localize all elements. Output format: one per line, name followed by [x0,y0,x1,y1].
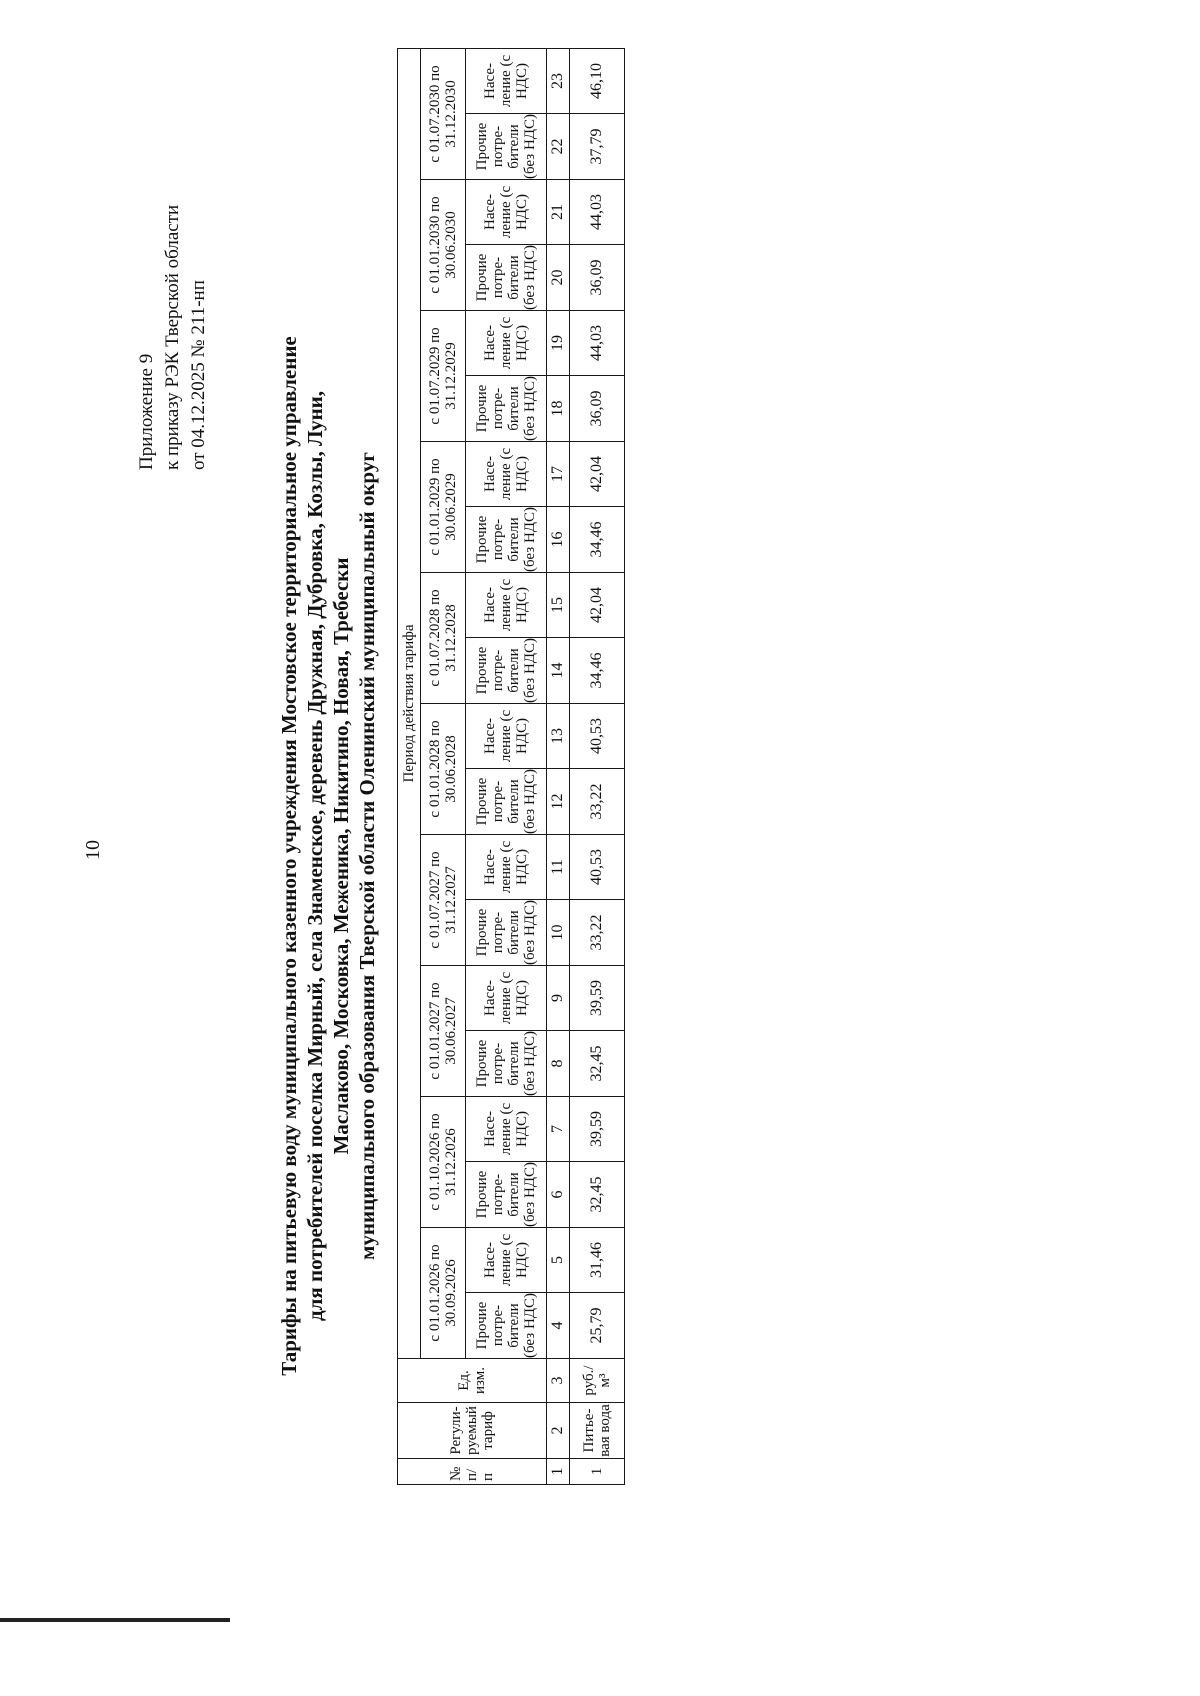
tariff-value: 33,22 [570,900,625,966]
column-number: 6 [547,1162,570,1228]
consumer-population-header: Насе-ление (с НДС) [466,311,547,376]
column-number: 15 [547,573,570,638]
period-cell: с 01.10.2026 по 31.12.2026 [421,1097,466,1228]
consumer-other-header: Прочие потре-бители (без НДС) [466,769,547,835]
period-cell: с 01.01.2026 по 30.09.2026 [421,1228,466,1359]
consumer-population-header: Насе-ление (с НДС) [466,180,547,245]
consumer-other-header: Прочие потре-бители (без НДС) [466,1162,547,1228]
column-number: 9 [547,966,570,1031]
period-cell: с 01.07.2028 по 31.12.2028 [421,573,466,704]
consumer-population-header: Насе-ление (с НДС) [466,573,547,638]
period-cell: с 01.01.2030 по 30.06.2030 [421,180,466,311]
consumer-population-header: Насе-ление (с НДС) [466,1097,547,1162]
row-tariff: Питье-вая вода [570,1403,625,1459]
column-number: 21 [547,180,570,245]
tariff-value: 32,45 [570,1031,625,1097]
consumer-population-header: Насе-ление (с НДС) [466,1228,547,1293]
column-number: 8 [547,1031,570,1097]
appendix-line: от 04.12.2025 № 211-нп [188,280,209,470]
column-number: 3 [547,1359,570,1403]
column-number: 7 [547,1097,570,1162]
consumer-other-header: Прочие потре-бители (без НДС) [466,1293,547,1359]
column-number: 23 [547,49,570,114]
row-number: 1 [570,1459,625,1485]
tariff-value: 40,53 [570,835,625,900]
consumer-other-header: Прочие потре-бители (без НДС) [466,900,547,966]
tariff-value: 42,04 [570,442,625,507]
title-line: Тарифы на питьевую воду муниципального казенного учреждения Мостовское территориальное управление [277,336,301,1376]
consumer-other-header: Прочие потре-бители (без НДС) [466,245,547,311]
tariff-value: 44,03 [570,311,625,376]
column-number: 5 [547,1228,570,1293]
column-number: 4 [547,1293,570,1359]
tariff-value: 31,46 [570,1228,625,1293]
page-number: 10 [82,840,104,860]
consumer-other-header: Прочие потре-бители (без НДС) [466,638,547,704]
tariff-table [397,48,625,1485]
period-cell: с 01.01.2027 по 30.06.2027 [421,966,466,1097]
consumer-population-header: Насе-ление (с НДС) [466,49,547,114]
column-number: 19 [547,311,570,376]
tariff-value: 44,03 [570,180,625,245]
title-line: для потребителей поселка Мирный, села Знаменское, деревень Дружная, Дубровка, Козлы, Луни, [303,390,327,1322]
header-number: № п/ п [398,1459,547,1485]
tariff-value: 36,09 [570,376,625,442]
column-number: 11 [547,835,570,900]
tariff-value: 34,46 [570,638,625,704]
column-number: 10 [547,900,570,966]
tariff-value: 39,59 [570,1097,625,1162]
tariff-value: 46,10 [570,49,625,114]
consumer-other-header: Прочие потре-бители (без НДС) [466,1031,547,1097]
header-unit: Ед. изм. [398,1359,547,1403]
period-cell: с 01.07.2030 по 31.12.2030 [421,49,466,180]
row-unit: руб./ м³ [570,1359,625,1403]
document-title [276,166,380,1546]
title-line: Маслаково, Московка, Меженика, Никитино, Новая, Требески [329,557,353,1155]
column-number: 1 [547,1459,570,1485]
consumer-population-header: Насе-ление (с НДС) [466,442,547,507]
tariff-value: 39,59 [570,966,625,1031]
column-number: 18 [547,376,570,442]
header-period: Период действия тарифа [398,49,421,1359]
period-cell: с 01.01.2029 по 30.06.2029 [421,442,466,573]
consumer-population-header: Насе-ление (с НДС) [466,966,547,1031]
title-line: муниципального образования Тверской области Оленинский муниципальный округ [355,452,379,1260]
column-number: 17 [547,442,570,507]
column-number: 2 [547,1403,570,1459]
tariff-value: 34,46 [570,507,625,573]
column-number: 16 [547,507,570,573]
consumer-other-header: Прочие потре-бители (без НДС) [466,376,547,442]
bottom-rule [0,1618,230,1622]
consumer-population-header: Насе-ление (с НДС) [466,704,547,769]
period-cell: с 01.07.2027 по 31.12.2027 [421,835,466,966]
column-number: 14 [547,638,570,704]
consumer-other-header: Прочие потре-бители (без НДС) [466,114,547,180]
column-number: 13 [547,704,570,769]
appendix-line: Приложение 9 [136,353,157,470]
appendix-line: к приказу РЭК Тверской области [162,204,183,470]
tariff-value: 32,45 [570,1162,625,1228]
tariff-value: 40,53 [570,704,625,769]
consumer-population-header: Насе-ление (с НДС) [466,835,547,900]
period-cell: с 01.07.2029 по 31.12.2029 [421,311,466,442]
appendix-reference [134,205,212,470]
period-cell: с 01.01.2028 по 30.06.2028 [421,704,466,835]
tariff-value: 36,09 [570,245,625,311]
column-number: 12 [547,769,570,835]
tariff-value: 25,79 [570,1293,625,1359]
consumer-other-header: Прочие потре-бители (без НДС) [466,507,547,573]
header-tariff: Регули-руемый тариф [398,1403,547,1459]
column-number: 22 [547,114,570,180]
column-number: 20 [547,245,570,311]
tariff-value: 37,79 [570,114,625,180]
tariff-value: 33,22 [570,769,625,835]
tariff-value: 42,04 [570,573,625,638]
